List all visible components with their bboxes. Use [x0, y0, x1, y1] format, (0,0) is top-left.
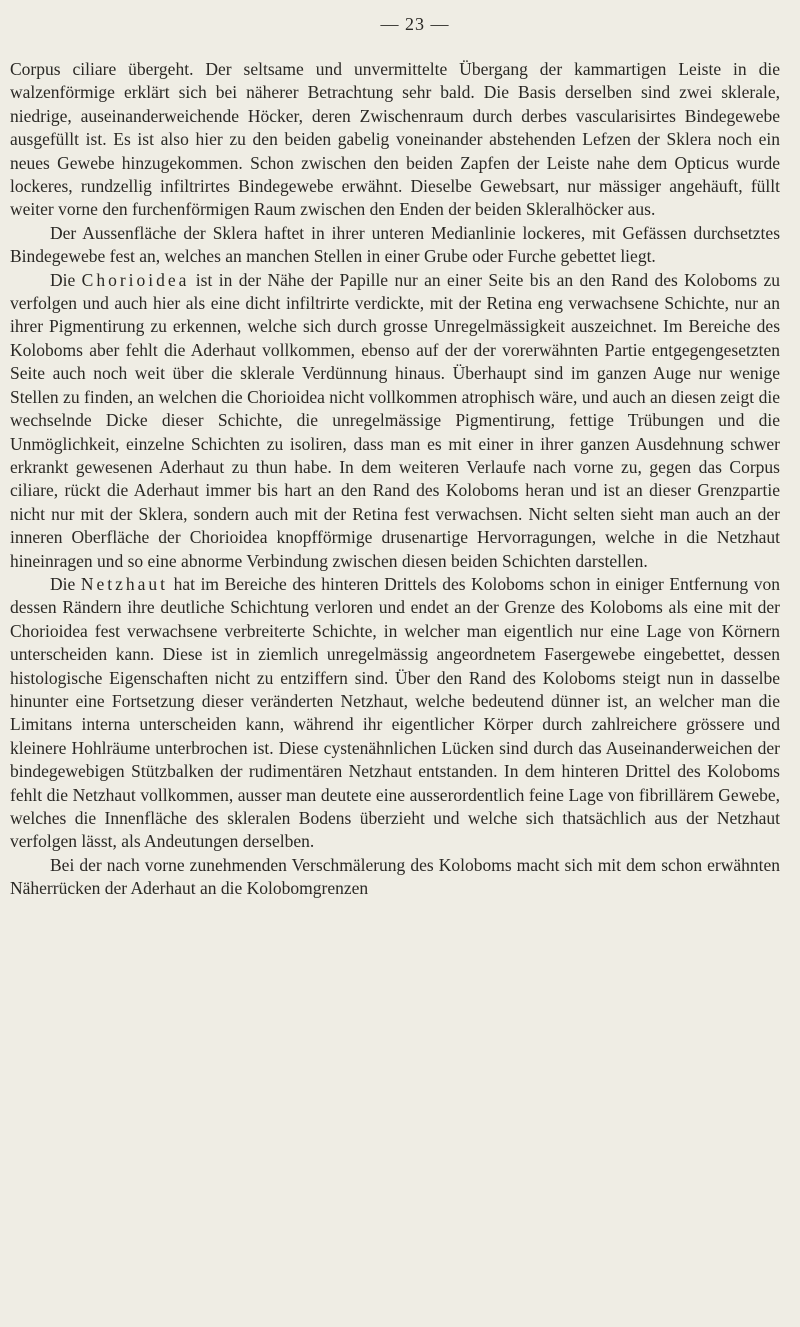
paragraph [10, 854, 780, 901]
paragraph-text: Die [50, 269, 82, 290]
paragraph-text: ist in der Nähe der Papille nur an einer Seite bis an den Rand des Koloboms zu verfolgen und auch hier als eine dicht infiltrirte verdickte, mit der Retina eng verwachsene Schichte, nur an ihrer Pigmentirung zu erkennen, welche sich durch grosse Unregelmässigkeit auszeichnet. Im Bereiche des Koloboms aber fehlt die Aderhaut vollkommen, ebenso auf der der vorerwähnten Partie entgegengesetzten Seite auch noch weit über die sklerale Verdünnung hinaus. Überhaupt sind im ganzen Auge nur wenige Stellen zu finden, an welchen die Chorioidea nicht vollkommen atrophisch wäre, und auch an diesen zeigt die wechselnde Dicke dieser Schichte, die unregelmässige Pigmentirung, fettige Trübungen und die Unmöglichkeit, einzelne Schichten zu isoliren, dass man es mit einer in ihrer ganzen Ausdehnung schwer erkrankt gewesenen Aderhaut zu thun habe. In dem weiteren Verlaufe nach vorne zu, gegen das Corpus ciliare, rückt die Aderhaut immer bis hart an den Rand des Koloboms heran und ist an dieser Grenzpartie nicht nur mit der Sklera, sondern auch mit der Retina fest verwachsen. Nicht selten sieht man auch an der inneren Oberfläche der Chorioidea knopfförmige drusenartige Hervorragungen, welche in die Netzhaut hineinragen und so eine abnorme Verbindung zwischen diesen beiden Schichten darstellen. [10, 269, 780, 571]
paragraph-text: Bei der nach vorne zunehmenden Verschmälerung des Koloboms macht sich mit dem schon erwähnten Näherrücken der Aderhaut an die Kolobomgrenzen [10, 854, 780, 899]
paragraph [10, 222, 780, 269]
page [10, 10, 780, 901]
paragraph [10, 573, 780, 854]
paragraph [10, 58, 780, 222]
paragraph-text: hat im Bereiche des hinteren Drittels des Koloboms schon in einiger Entfernung von dessen Rändern ihre deutliche Schichtung verloren und endet an der Grenze des Koloboms als eine mit der Chorioidea fest verwachsene verbreiterte Schichte, in welcher man eigentlich nur eine Lage von Körnern unterscheiden kann. Diese ist in ziemlich unregelmässig angeordnetem Fasergewebe eingebettet, dessen histologische Eigenschaften nicht zu entziffern sind. Über den Rand des Koloboms steigt nun in dasselbe hinunter eine Fortsetzung dieser veränderten Netzhaut, welche bedeutend dünner ist, an welcher man die Limitans interna unterscheiden kann, während ihr eigentlicher Körper durch zahlreichere grössere und kleinere Hohlräume unterbrochen ist. Diese cystenähnlichen Lücken sind durch das Auseinanderweichen der bindegewebigen Stützbalken der rudimentären Netzhaut entstanden. In dem hinteren Drittel des Koloboms fehlt die Netzhaut vollkommen, ausser man deutete eine ausserordentlich feine Lage von fibrillärem Gewebe, welches die Innenfläche des skleralen Bodens überzieht und welche sich thatsächlich aus der Netzhaut verfolgen lässt, als Andeutungen derselben. [10, 573, 780, 852]
paragraph-text: Der Aussenfläche der Sklera haftet in ihrer unteren Medianlinie lockeres, mit Gefässen durchsetztes Bindegewebe fest an, welches an manchen Stellen in einer Grube oder Furche gebettet liegt. [10, 222, 780, 267]
emphasized-term: Chorioidea [81, 269, 190, 290]
emphasized-term: Netzhaut [80, 573, 169, 594]
paragraph [10, 269, 780, 573]
page-number: — 23 — [380, 14, 450, 34]
paragraph-text: Corpus ciliare übergeht. Der seltsame und unvermittelte Übergang der kammartigen Leiste in die walzenförmige erklärt sich bei näherer Betrachtung sehr bald. Die Basis derselben sind zwei sklerale, niedrige, auseinanderweichende Höcker, deren Zwischenraum durch derbes vascularisirtes Bindegewebe ausgefüllt ist. Es ist also hier zu den beiden gabelig voneinander abstehenden Lefzen der Sklera noch ein neues Gewebe hinzugekommen. Schon zwischen den beiden Zapfen der Leiste nahe dem Opticus wurde lockeres, rundzellig infiltrirtes Bindegewebe erwähnt. Dieselbe Gewebsart, nur mässiger angehäuft, füllt weiter vorne den furchenförmigen Raum zwischen den Enden der beiden Skleralhöcker aus. [10, 59, 780, 220]
body-text [10, 58, 780, 901]
paragraph-text: Die [50, 573, 81, 594]
